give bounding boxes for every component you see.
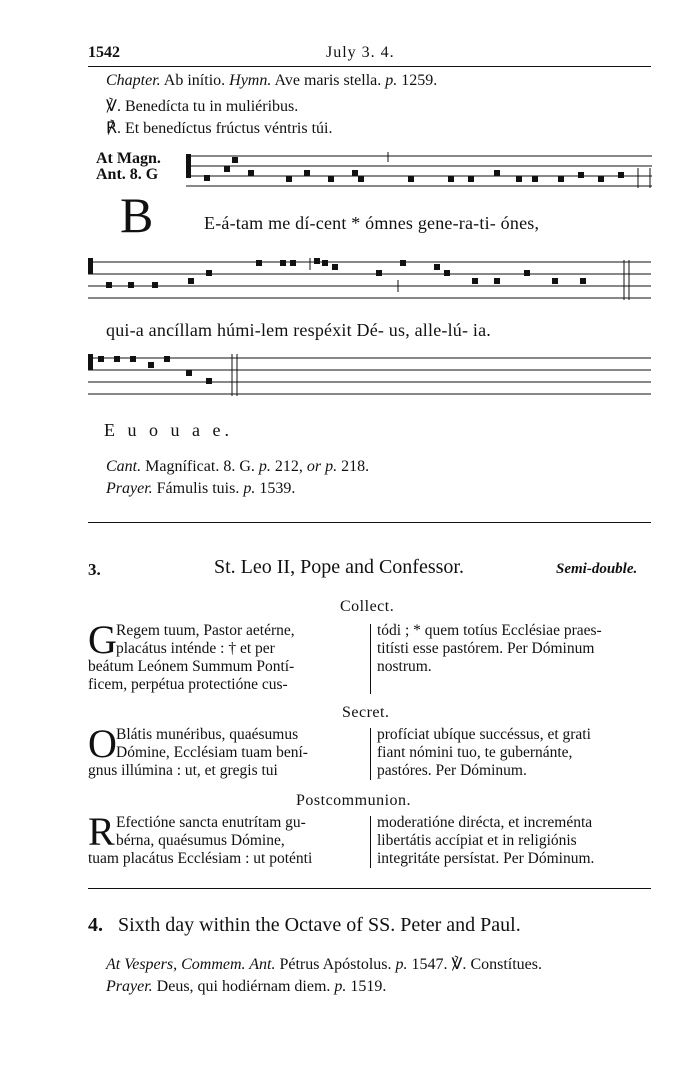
versicle-symbol: ℣. — [106, 98, 121, 115]
postcommunion-heading: Postcommunion. — [296, 792, 412, 809]
response-line: ℟. Et benedíctus frúctus véntris túi. — [106, 120, 333, 137]
antiphon-lyrics-1: E-á-tam me dí-cent * ómnes gene-ra-ti- ónes, — [204, 213, 540, 233]
section-4-line-1: At Vespers, Commem. Ant. Pétrus Apóstolus. p. 1547. ℣. Constítues. — [106, 956, 542, 973]
running-date: July 3. 4. — [326, 44, 395, 61]
section-3-number: 3. — [88, 560, 101, 579]
secret-divider — [370, 728, 371, 780]
section-4-number: 4. — [88, 914, 103, 936]
collect-left-column: Regem tuum, Pastor aetérne, placátus inténde : † et per beátum Leónem Summum Pontí- ficem, perpétua protectióne cus- — [88, 622, 295, 693]
section-rule-2 — [88, 888, 651, 889]
secret-right-column: profíciat ubíque succéssus, et grati fiant nómini tuo, te gubernánte, pastóres. Per Dóminum. — [377, 726, 591, 779]
versicle-line: ℣. Benedícta tu in muliéribus. — [106, 98, 299, 115]
collect-initial: G — [88, 617, 117, 662]
collect-divider — [370, 624, 371, 694]
section-4-line-2: Prayer. Deus, qui hodiérnam diem. p. 1519. — [106, 978, 387, 995]
prayer-line-1: Prayer. Fámulis tuis. p. 1539. — [106, 480, 296, 497]
chapter-line: Chapter. Ab inítio. Hymn. Ave maris stella. p. 1259. — [106, 72, 438, 89]
section-3-rank: Semi-double. — [556, 561, 638, 577]
section-rule-1 — [88, 522, 651, 523]
chant-staff-1 — [186, 150, 654, 190]
collect-heading: Collect. — [340, 598, 395, 615]
postcommunion-divider — [370, 816, 371, 868]
collect-right-column: tódi ; * quem totíus Ecclésiae praes- titísti esse pastórem. Per Dóminum nostrum. — [377, 622, 602, 675]
antiphon-lyrics-3: E u o u a e. — [104, 420, 233, 440]
canticle-line: Cant. Magníficat. 8. G. p. 212, or p. 218. — [106, 458, 370, 475]
antiphon-initial: B — [120, 187, 154, 243]
header-rule — [88, 66, 651, 67]
secret-left-column: Blátis munéribus, quaésumus Dómine, Ecclésiam tuam bení- gnus illúmina : ut, et gregis tui — [88, 726, 308, 779]
response-symbol: ℟. — [106, 120, 121, 137]
page-number: 1542 — [88, 44, 120, 61]
chant-staff-2 — [88, 258, 652, 302]
section-3-title: St. Leo II, Pope and Confessor. — [214, 556, 464, 578]
postcommunion-initial: R — [88, 809, 115, 854]
section-4-heading — [88, 914, 521, 937]
antiphon-label: At Magn. Ant. 8. G — [96, 150, 161, 183]
postcommunion-right-column: moderatióne dirécta, et increménta libertátis accípiat et in religiónis integritáte persístat. Per Dóminum. — [377, 814, 595, 867]
chant-staff-3 — [88, 352, 652, 398]
secret-heading: Secret. — [342, 704, 390, 721]
secret-initial: O — [88, 721, 117, 766]
section-4-title: Sixth day within the Octave of SS. Peter and Paul. — [118, 914, 521, 936]
antiphon-lyrics-2: qui-a ancíllam húmi-lem respéxit Dé- us, alle-lú- ia. — [106, 320, 491, 340]
postcommunion-left-column: Efectióne sancta enutrítam gu- bérna, quaésumus Dómine, tuam placátus Ecclésiam : ut poténti — [88, 814, 313, 867]
